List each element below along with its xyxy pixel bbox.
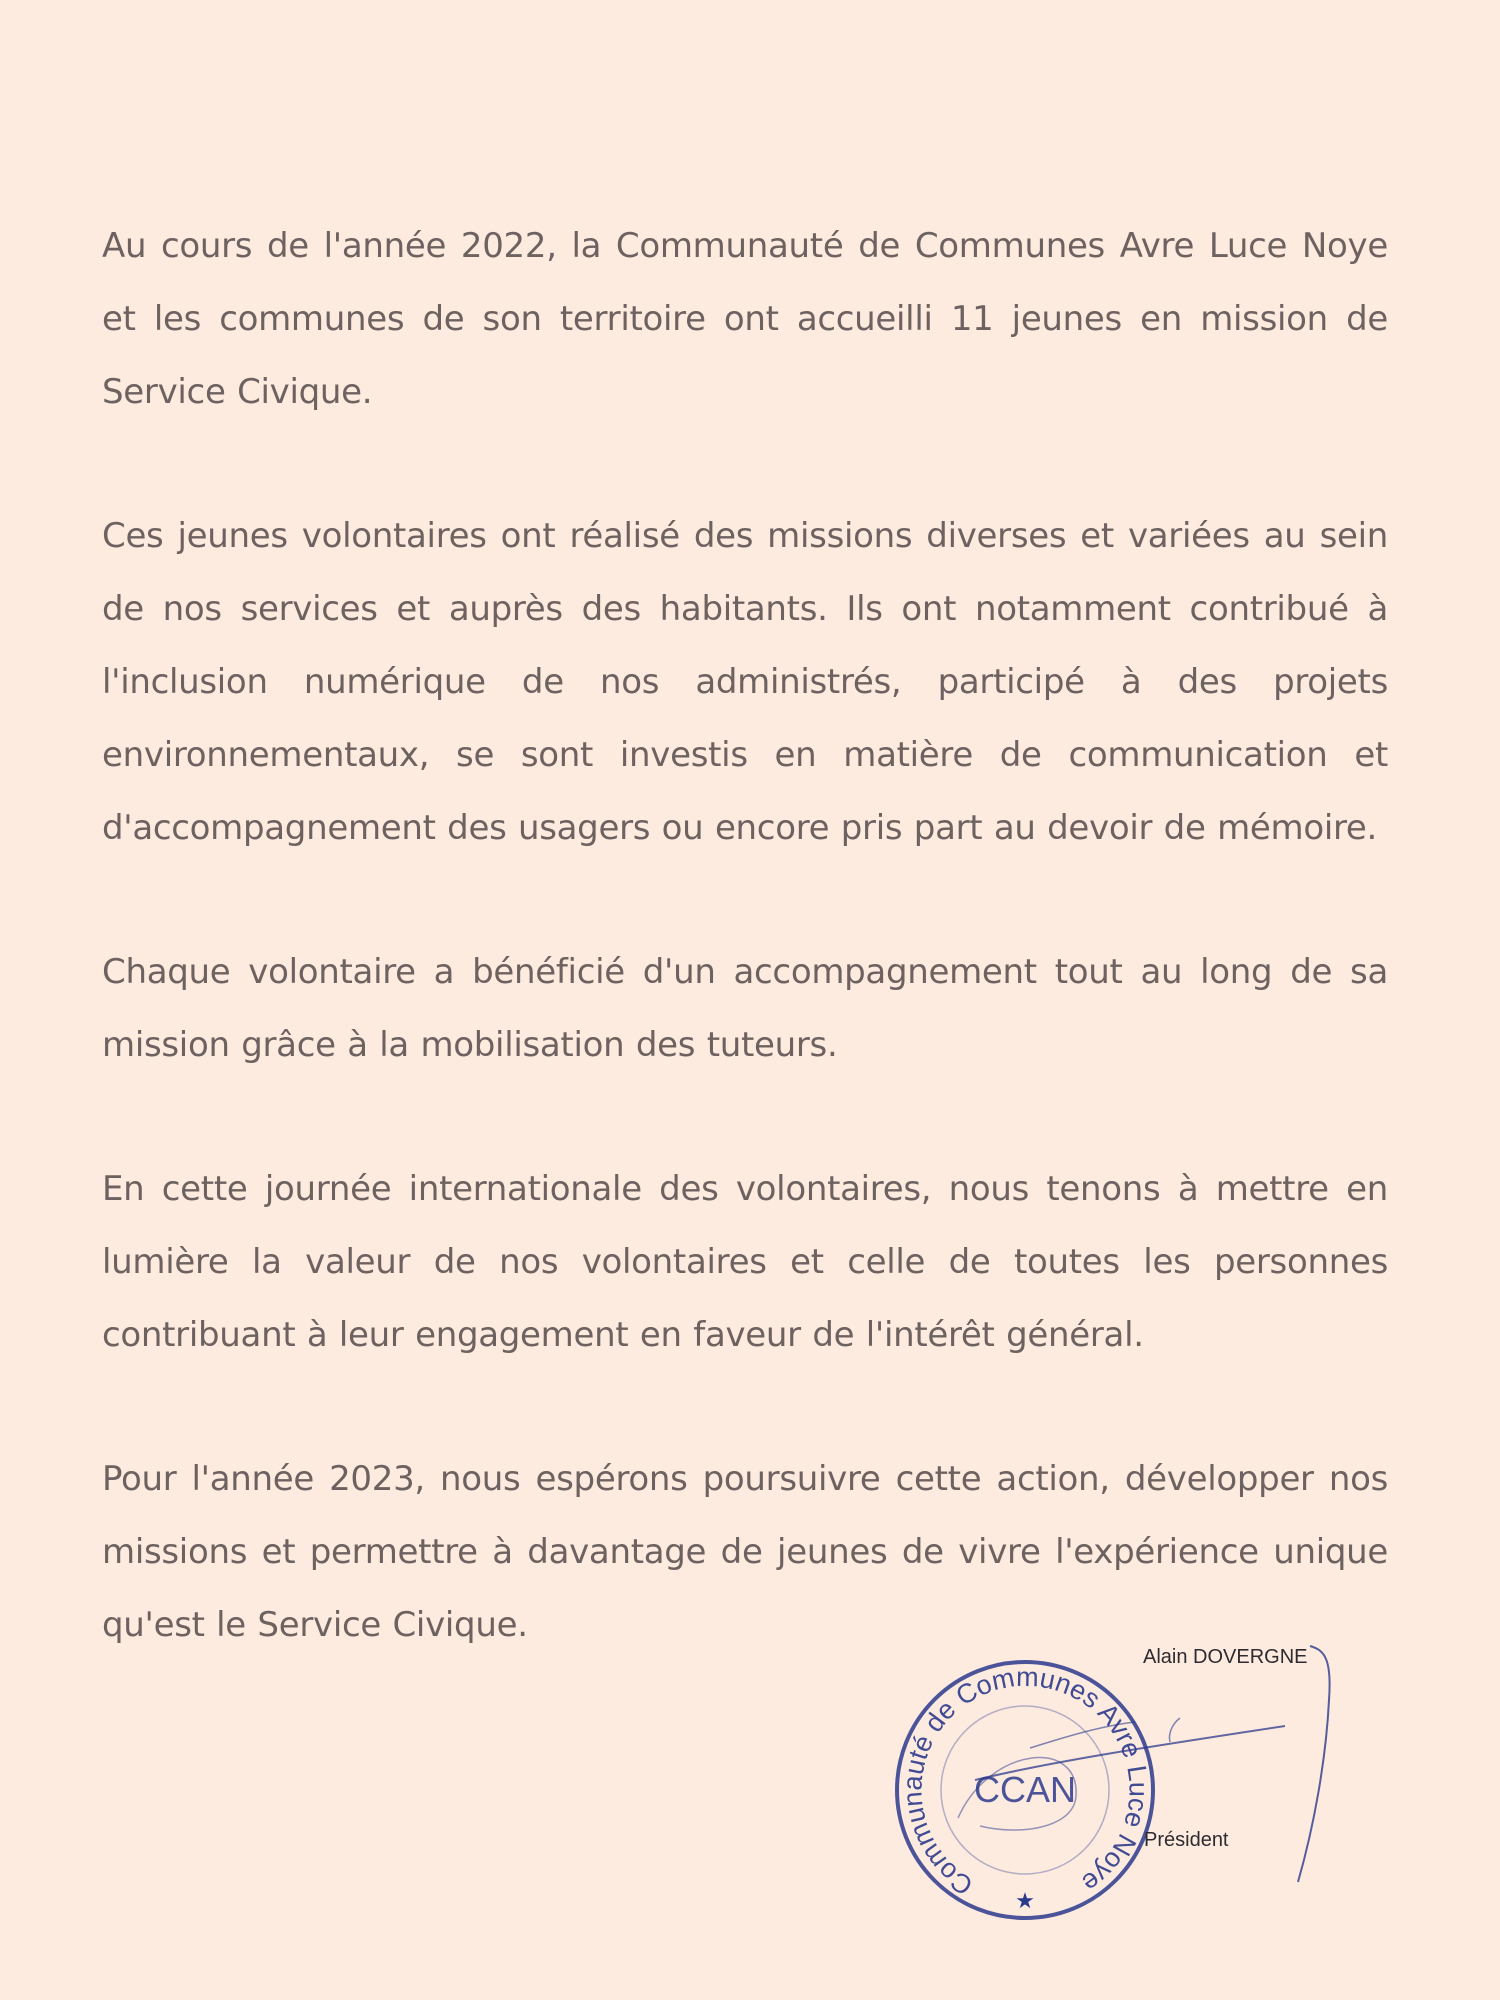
paragraph-international-day: En cette journée internationale des volontaires, nous tenons à mettre en lumière la valeur de nos volontaires et celle de toutes les personnes contribuant à leur engagement en faveur de l'intérêt général. (102, 1169, 1388, 1355)
paragraph-missions: Ces jeunes volontaires ont réalisé des missions diverses et variées au sein de nos services et auprès des habitants. Ils ont notamment contribué à l'inclusion numérique de nos administrés, participé à des projets environnementaux, se sont investis en matière de communication et d'accompagnement des usagers ou encore pris part au devoir de mémoire. (102, 516, 1388, 848)
signer-title: Président (1144, 1829, 1229, 1851)
signature-block (880, 1630, 1340, 1930)
paragraph-intro: Au cours de l'année 2022, la Communauté de Communes Avre Luce Noye et les communes de son territoire ont accueilli 11 jeunes en mission de Service Civique. (102, 226, 1388, 412)
stamp-center-text: CCAN (973, 1769, 1077, 1810)
letter-body (102, 210, 1388, 1733)
handwritten-signature (880, 1630, 1340, 1930)
paragraph-outlook-2023: Pour l'année 2023, nous espérons poursuivre cette action, développer nos missions et permettre à davantage de jeunes de vivre l'expérience unique qu'est le Service Civique. (102, 1459, 1388, 1645)
signer-name: Alain DOVERGNE (1143, 1646, 1308, 1668)
stamp-ring-text: Communauté de Communes Avre Luce Noye (897, 1661, 1154, 1902)
stamp-star-icon: ★ (1015, 1889, 1035, 1914)
paragraph-support: Chaque volontaire a bénéficié d'un accompagnement tout au long de sa mission grâce à la mobilisation des tuteurs. (102, 952, 1388, 1065)
